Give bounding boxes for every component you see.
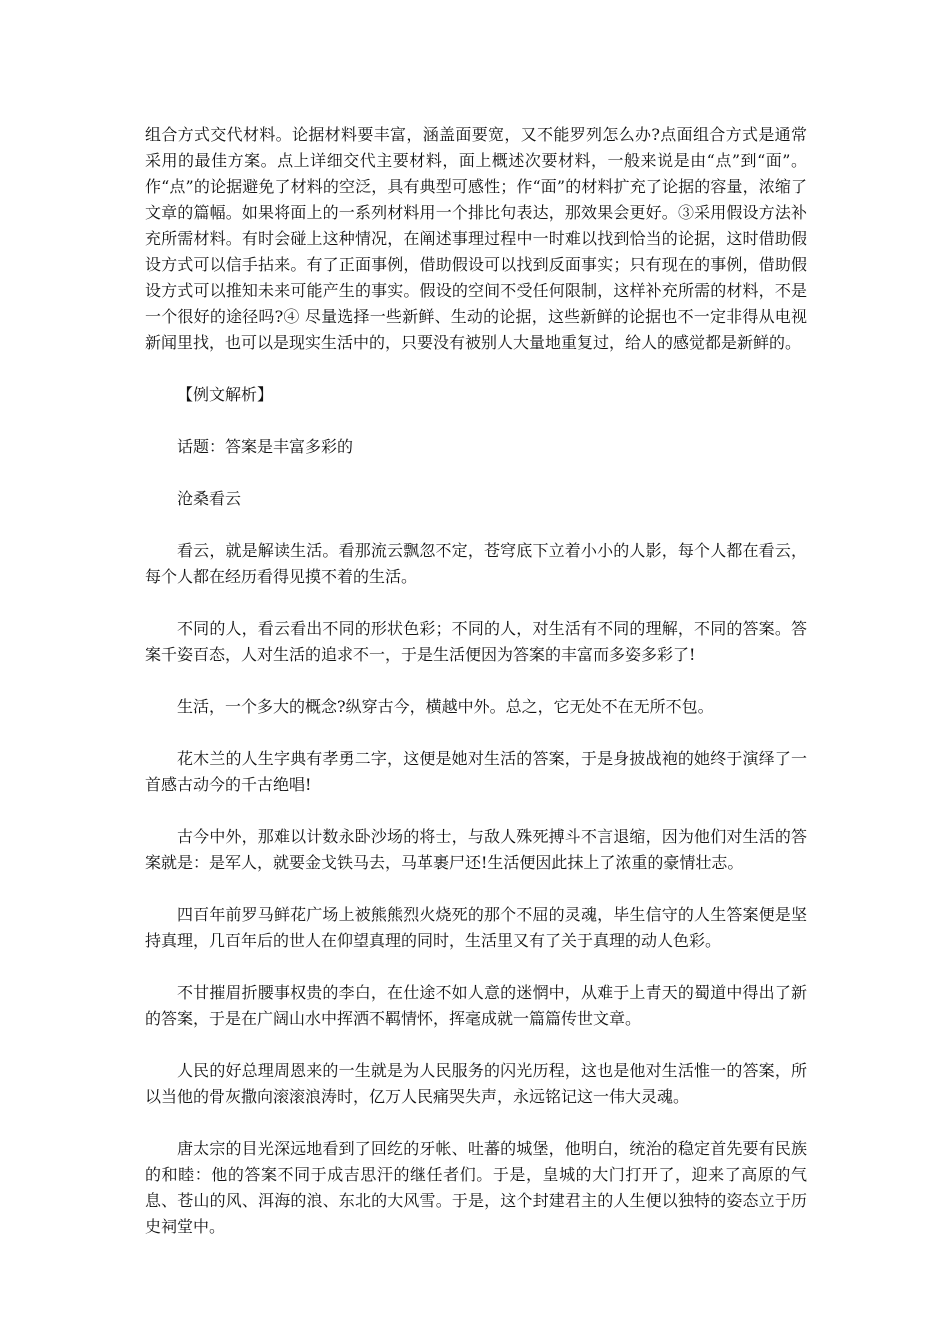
- essay-paragraph: 不同的人，看云看出不同的形状色彩；不同的人，对生活有不同的理解，不同的答案。答案千姿百态，人对生活的追求不一，于是生活便因为答案的丰富而多姿多彩了!: [145, 619, 807, 664]
- essay-paragraph: 人民的好总理周恩来的一生就是为人民服务的闪光历程，这也是他对生活惟一的答案，所以当他的骨灰撒向滚滚浪涛时，亿万人民痛哭失声，永远铭记这一伟大灵魂。: [145, 1061, 807, 1106]
- document-page: [145, 122, 807, 1266]
- section-heading: 【例文解析】: [177, 385, 274, 404]
- essay-paragraph: 花木兰的人生字典有孝勇二字，这便是她对生活的答案，于是身披战袍的她终于演绎了一首感古动今的千古绝唱!: [145, 749, 807, 794]
- intro-paragraph: 组合方式交代材料。论据材料要丰富，涵盖面要宽，又不能罗列怎么办?点面组合方式是通常采用的最佳方案。点上详细交代主要材料，面上概述次要材料，一般来说是由“点”到“面”。作“点”的论据避免了材料的空泛，具有典型可感性；作“面”的材料扩充了论据的容量，浓缩了文章的篇幅。如果将面上的一系列材料用一个排比句表达，那效果会更好。③采用假设方法补充所需材料。有时会碰上这种情况，在阐述事理过程中一时难以找到恰当的论据，这时借助假设方式可以信手拈来。有了正面事例，借助假设可以找到反面事实；只有现在的事例，借助假设方式可以推知未来可能产生的事实。假设的空间不受任何限制，这样补充所需的材料，不是一个很好的途径吗?④ 尽量选择一些新鲜、生动的论据，这些新鲜的论据也不一定非得从电视新闻里找，也可以是现实生活中的，只要没有被别人大量地重复过，给人的感觉都是新鲜的。: [145, 125, 807, 352]
- essay-paragraph: 生活，一个多大的概念?纵穿古今，横越中外。总之，它无处不在无所不包。: [177, 697, 714, 716]
- essay-title: 沧桑看云: [177, 489, 242, 508]
- essay-paragraph: 不甘摧眉折腰事权贵的李白，在仕途不如人意的迷惘中，从难于上青天的蜀道中得出了新的答案，于是在广阔山水中挥洒不羁情怀，挥毫成就一篇篇传世文章。: [145, 983, 807, 1028]
- essay-paragraph: 四百年前罗马鲜花广场上被熊熊烈火烧死的那个不屈的灵魂，毕生信守的人生答案便是坚持真理，几百年后的世人在仰望真理的同时，生活里又有了关于真理的动人色彩。: [145, 905, 807, 950]
- essay-paragraph: 看云，就是解读生活。看那流云飘忽不定，苍穹底下立着小小的人影，每个人都在看云，每个人都在经历看得见摸不着的生活。: [145, 541, 807, 586]
- essay-paragraph: 古今中外，那难以计数永卧沙场的将士，与敌人殊死搏斗不言退缩，因为他们对生活的答案就是：是军人，就要金戈铁马去，马革裹尸还!生活便因此抹上了浓重的豪情壮志。: [145, 827, 807, 872]
- essay-paragraph: 唐太宗的目光深远地看到了回纥的牙帐、吐蕃的城堡，他明白，统治的稳定首先要有民族的和睦：他的答案不同于成吉思汗的继任者们。于是，皇城的大门打开了，迎来了高原的气息、苍山的风、洱海的浪、东北的大风雪。于是，这个封建君主的人生便以独特的姿态立于历史祠堂中。: [145, 1139, 807, 1236]
- topic-line: 话题：答案是丰富多彩的: [177, 437, 354, 456]
